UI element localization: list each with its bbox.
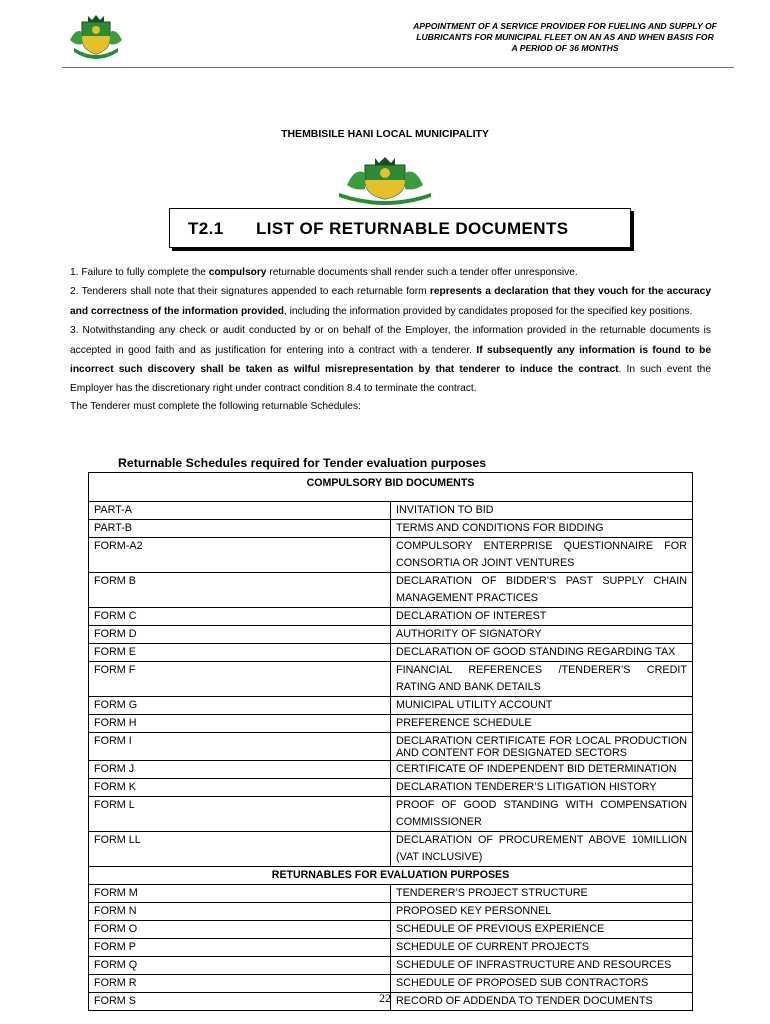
form-code: FORM I — [89, 733, 391, 761]
form-description: FINANCIAL REFERENCES /TENDERER’S CREDIT RATING AND BANK DETAILS — [391, 662, 693, 697]
form-description: SCHEDULE OF PROPOSED SUB CONTRACTORS — [391, 975, 693, 993]
returnable-documents-table — [88, 472, 693, 1011]
table-row — [89, 520, 693, 538]
form-code: FORM S — [89, 993, 391, 1011]
table-row — [89, 957, 693, 975]
form-code: FORM LL — [89, 832, 391, 867]
form-description: DECLARATION OF BIDDER’S PAST SUPPLY CHAIN MANAGEMENT PRACTICES — [391, 573, 693, 608]
form-code: FORM J — [89, 761, 391, 779]
form-code: FORM B — [89, 573, 391, 608]
table-row — [89, 502, 693, 520]
table-row — [89, 903, 693, 921]
table-row — [89, 761, 693, 779]
form-code: FORM K — [89, 779, 391, 797]
form-description: TENDERER’S PROJECT STRUCTURE — [391, 885, 693, 903]
form-code: FORM C — [89, 608, 391, 626]
form-code: FORM Q — [89, 957, 391, 975]
page-number: 22 — [379, 991, 391, 1005]
document-header-title — [400, 21, 730, 54]
form-code: FORM-A2 — [89, 538, 391, 573]
form-description: DECLARATION OF INTEREST — [391, 608, 693, 626]
table-row — [89, 779, 693, 797]
schedules-heading: Returnable Schedules required for Tender evaluation purposes — [118, 456, 487, 470]
form-code: FORM F — [89, 662, 391, 697]
form-code: PART-B — [89, 520, 391, 538]
form-code: FORM E — [89, 644, 391, 662]
form-description: SCHEDULE OF CURRENT PROJECTS — [391, 939, 693, 957]
table-row — [89, 626, 693, 644]
section-header-label: COMPULSORY BID DOCUMENTS — [89, 473, 693, 502]
table-body — [89, 473, 693, 1011]
form-description: DECLARATION OF PROCUREMENT ABOVE 10MILLION (VAT INCLUSIVE) — [391, 832, 693, 867]
municipal-crest-logo — [329, 155, 441, 205]
table-row — [89, 939, 693, 957]
table-row — [89, 573, 693, 608]
form-code: FORM H — [89, 715, 391, 733]
header-line: LUBRICANTS FOR MUNICIPAL FLEET ON AN AS AND WHEN BASIS FOR — [416, 32, 714, 42]
municipality-name: THEMBISILE HANI LOCAL MUNICIPALITY — [281, 128, 489, 140]
table-section-header — [89, 473, 693, 502]
section-header-label: RETURNABLES FOR EVALUATION PURPOSES — [89, 867, 693, 885]
form-description: DECLARATION TENDERER’S LITIGATION HISTORY — [391, 779, 693, 797]
form-code: FORM L — [89, 797, 391, 832]
table-row — [89, 921, 693, 939]
form-description: CERTIFICATE OF INDEPENDENT BID DETERMINATION — [391, 761, 693, 779]
table-row — [89, 733, 693, 761]
form-code: FORM N — [89, 903, 391, 921]
table-row — [89, 885, 693, 903]
form-code: FORM D — [89, 626, 391, 644]
form-description: DECLARATION OF GOOD STANDING REGARDING TAX — [391, 644, 693, 662]
form-description: TERMS AND CONDITIONS FOR BIDDING — [391, 520, 693, 538]
table-section-header — [89, 867, 693, 885]
table-row — [89, 608, 693, 626]
table-row — [89, 697, 693, 715]
instruction-paragraph-1: 1. Failure to fully complete the compulsory returnable documents shall render such a tender offer unresponsive. — [70, 267, 578, 278]
form-description: RECORD OF ADDENDA TO TENDER DOCUMENTS — [391, 993, 693, 1011]
form-code: PART-A — [89, 502, 391, 520]
form-description: COMPULSORY ENTERPRISE QUESTIONNAIRE FOR CONSORTIA OR JOINT VENTURES — [391, 538, 693, 573]
table-row — [89, 715, 693, 733]
form-description: SCHEDULE OF INFRASTRUCTURE AND RESOURCES — [391, 957, 693, 975]
header-line: A PERIOD OF 36 MONTHS — [511, 43, 619, 53]
municipal-crest-logo — [68, 14, 124, 60]
form-code: FORM O — [89, 921, 391, 939]
section-title: LIST OF RETURNABLE DOCUMENTS — [256, 219, 569, 238]
form-description: PROOF OF GOOD STANDING WITH COMPENSATION COMMISSIONER — [391, 797, 693, 832]
form-code: FORM R — [89, 975, 391, 993]
section-number: T2.1 — [188, 219, 224, 238]
instructions-body — [70, 263, 711, 415]
form-description: INVITATION TO BID — [391, 502, 693, 520]
section-title-box — [169, 208, 631, 248]
instruction-paragraph-3: 3. Notwithstanding any check or audit conducted by or on behalf of the Employer, the information provided in the returnable documents is accepted in good faith and as justification for entering into a contract with a tenderer. If subsequently any information is found to be incorrect such discovery shall be taken as wilful misrepresentation by that tenderer to induce the contract. In such event the Employer has the discretionary right under contract condition 8.4 to terminate the contract. — [70, 325, 711, 395]
instruction-paragraph-4: The Tenderer must complete the following returnable Schedules: — [70, 400, 361, 412]
instruction-paragraph-2: 2. Tenderers shall note that their signatures appended to each returnable form represents a declaration that they vouch for the accuracy and correctness of the information provided, including the information provided by candidates proposed for the specified key positions. — [70, 286, 711, 317]
form-description: MUNICIPAL UTILITY ACCOUNT — [391, 697, 693, 715]
form-code: FORM G — [89, 697, 391, 715]
form-description: SCHEDULE OF PREVIOUS EXPERIENCE — [391, 921, 693, 939]
form-description: AUTHORITY OF SIGNATORY — [391, 626, 693, 644]
table-row — [89, 975, 693, 993]
table-row — [89, 644, 693, 662]
form-code: FORM P — [89, 939, 391, 957]
form-description: PROPOSED KEY PERSONNEL — [391, 903, 693, 921]
table-row — [89, 662, 693, 697]
form-description: DECLARATION CERTIFICATE FOR LOCAL PRODUCTION AND CONTENT FOR DESIGNATED SECTORS — [391, 733, 693, 761]
header-divider — [62, 67, 734, 68]
header-line: APPOINTMENT OF A SERVICE PROVIDER FOR FUELING AND SUPPLY OF — [413, 21, 717, 31]
table-row — [89, 797, 693, 832]
form-code: FORM M — [89, 885, 391, 903]
form-description: PREFERENCE SCHEDULE — [391, 715, 693, 733]
table-row — [89, 538, 693, 573]
table-row — [89, 832, 693, 867]
